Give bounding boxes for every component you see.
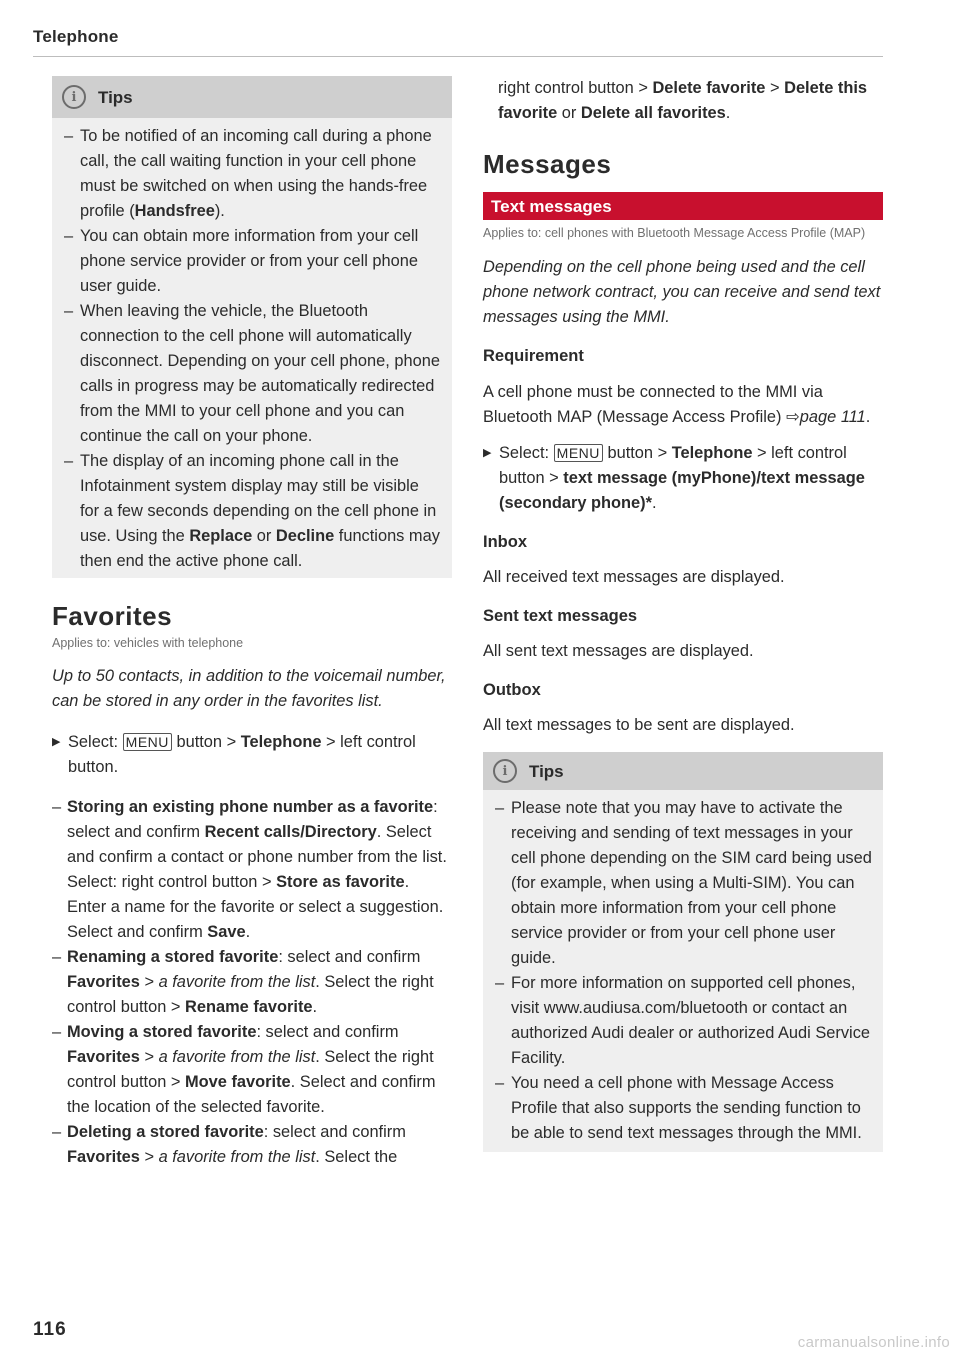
favorites-continuation: right control button > Delete favorite > Delete this favorite or Delete all favorites. — [498, 79, 867, 122]
tips-title: Tips — [529, 761, 564, 781]
left-column — [52, 76, 452, 1170]
menu-key: MENU — [123, 733, 172, 751]
tip-item: – The display of an incoming phone call in the Infotainment system display may still be visible for a few seconds depending on the cell phone in use. Using the Replace or Decline functions may then end the active phone call. — [64, 449, 442, 574]
tip-item: – When leaving the vehicle, the Bluetooth connection to the cell phone will automatically disconnect. Depending on your cell phone, phone calls in progress may be automatically redirected from the MMI to your cell phone and you can continue the call on your phone. — [64, 299, 442, 449]
step-arrow-icon: ▶ — [483, 447, 492, 459]
info-icon: i — [493, 759, 517, 783]
requirement-heading: Requirement — [483, 347, 584, 365]
page-ref-arrow-icon: ⇨ — [786, 408, 800, 426]
messages-intro: Depending on the cell phone being used and the cell phone network contract, you can receive and send text messages using the MMI. — [483, 258, 881, 326]
list-item-move: – Moving a stored favorite: select and confirm Favorites > a favorite from the list. Select the right control button > Move favorite. Select and confirm the location of the selected favorite. — [52, 1020, 452, 1120]
tips-header — [52, 76, 452, 118]
menu-key: MENU — [554, 444, 603, 462]
messages-heading: Messages — [483, 149, 612, 179]
list-item-rename: – Renaming a stored favorite: select and confirm Favorites > a favorite from the list. Select the right control button > Rename favorite. — [52, 945, 452, 1020]
section-title: Telephone — [33, 27, 119, 46]
info-icon: i — [62, 85, 86, 109]
favorites-heading: Favorites — [52, 601, 173, 631]
page-header — [33, 24, 883, 57]
messages-applies: Applies to: cell phones with Bluetooth Message Access Profile (MAP) — [483, 226, 866, 240]
step-arrow-icon: ▶ — [52, 736, 61, 748]
favorites-step: ▶ Select: MENU button > Telephone > left control button. — [52, 730, 452, 780]
requirement-text: A cell phone must be connected to the MMI via Bluetooth MAP (Message Access Profile) ⇨page 111. — [483, 383, 871, 426]
tip-item: – To be notified of an incoming call during a phone call, the call waiting function in your cell phone must be switched on when using the hands-free profile (Handsfree). — [64, 124, 442, 224]
text-messages-bar: Text messages — [483, 192, 883, 220]
inbox-text: All received text messages are displayed. — [483, 568, 785, 586]
favorites-actions — [52, 795, 452, 1170]
sent-text: All sent text messages are displayed. — [483, 642, 754, 660]
page-reference[interactable]: page 111 — [799, 408, 866, 426]
outbox-text: All text messages to be sent are displayed. — [483, 716, 795, 734]
tips-box-telephone — [52, 76, 452, 578]
list-item-store: – Storing an existing phone number as a favorite: select and confirm Recent calls/Directory. Select and confirm a contact or phone number from the list. Select: right control button > Store as favorite. Enter a name for the favorite or select a suggestion. Select and confirm Save. — [52, 795, 452, 945]
right-column — [483, 76, 883, 1152]
tips-list — [52, 118, 452, 578]
tip-item: – Please note that you may have to activate the receiving and sending of text messages in your cell phone depending on the SIM card being used (for example, when using a Multi-SIM). You can obtain more information from your cell phone service provider or from your cell phone user guide. — [495, 796, 873, 971]
sent-heading: Sent text messages — [483, 607, 638, 625]
inbox-heading: Inbox — [483, 533, 527, 551]
tip-item: – You need a cell phone with Message Access Profile that also supports the sending function to be able to send text messages through the MMI. — [495, 1071, 873, 1146]
messages-step: ▶ Select: MENU button > Telephone > left control button > text message (myPhone)/text message (secondary phone)*. — [483, 441, 883, 516]
tips-box-messages — [483, 752, 883, 1152]
list-item-delete: – Deleting a stored favorite: select and confirm Favorites > a favorite from the list. Select the — [52, 1120, 452, 1170]
favorites-applies: Applies to: vehicles with telephone — [52, 636, 244, 650]
tips-header — [483, 752, 883, 790]
favorites-intro: Up to 50 contacts, in addition to the voicemail number, can be stored in any order in the favorites list. — [52, 667, 446, 710]
tip-item: – You can obtain more information from your cell phone service provider or from your cell phone user guide. — [64, 224, 442, 299]
tip-item: – For more information on supported cell phones, visit www.audiusa.com/bluetooth or contact an authorized Audi dealer or authorized Audi Service Facility. — [495, 971, 873, 1071]
tips-title: Tips — [98, 87, 133, 107]
page-number: 116 — [33, 1319, 67, 1340]
watermark: carmanualsonline.info — [797, 1334, 950, 1351]
tips-list — [483, 790, 883, 1152]
outbox-heading: Outbox — [483, 681, 541, 699]
